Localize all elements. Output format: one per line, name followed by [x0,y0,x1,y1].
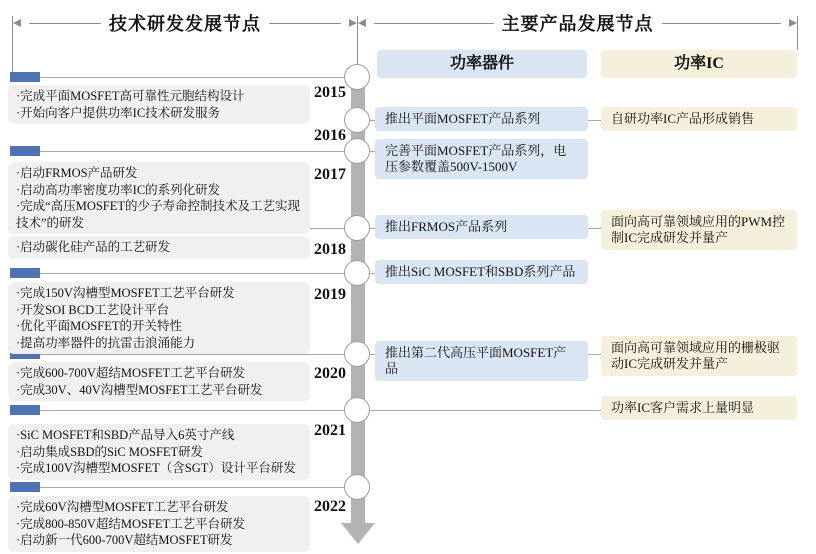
rnd-item: ·完成平面MOSFET高可靠性元胞结构设计 [16,89,245,103]
rnd-item: ·完成800-850V超结MOSFET工艺平台研发 [16,516,246,531]
rnd-item: ·启动碳化硅产品的工艺研发 [16,240,171,254]
rnd-item: ·启动集成SBD的SiC MOSFET研发 [16,444,204,459]
timeline-node [344,397,370,423]
device-milestone-box: 推出SiC MOSFET和SBD系列产品 [375,260,588,284]
rnd-section-header [13,11,357,35]
milestone-accent-bar [10,146,40,156]
milestone-accent-bar [10,72,40,82]
connector-line [587,354,602,355]
year-label-2015: 2015 [314,84,346,101]
timeline-node [344,138,370,164]
year-label-2020: 2020 [314,365,346,382]
ic-milestone-box: 自研功率IC产品形成销售 [601,107,797,131]
arrowhead-right-icon [789,19,797,27]
timeline-arrow-icon [341,523,375,544]
year-label-2022: 2022 [314,498,346,515]
timeline-node [344,341,370,367]
column-header-power-ic: 功率IC [601,50,797,78]
connector-line [12,354,352,355]
timeline-node [344,474,370,500]
right-boundary-tick [797,16,798,50]
connector-line [587,228,602,229]
rnd-item: ·完成100V沟槽型MOSFET（含SGT）设计平台研发 [16,461,296,475]
product-section-header [358,11,797,35]
year-label-2017: 2017 [314,166,346,183]
rnd-item: ·完成30V、40V沟槽型MOSFET工艺平台研发 [16,382,263,397]
rnd-milestone-box-2021 [8,424,310,480]
connector-line [12,273,352,274]
rnd-section-title: 技术研发发展节点 [109,14,261,34]
measure-line [662,23,782,24]
product-section-title: 主要产品发展节点 [501,14,654,34]
rnd-item: ·完成600-700V超结MOSFET工艺平台研发 [16,366,246,380]
connector-line [587,120,602,121]
rnd-item: ·提高功率器件的抗雷击浪涌能力 [16,335,196,350]
timeline-node [344,64,370,90]
measure-line [374,23,494,24]
rnd-milestone-box-2019 [8,282,310,354]
milestone-accent-bar [10,405,40,415]
ic-milestone-box: 面向高可靠领域应用的栅极驱动IC完成研发并量产 [601,336,797,376]
device-milestone-box: 推出FRMOS产品系列 [375,215,588,239]
arrowhead-left-icon [358,19,366,27]
rnd-item: ·完成60V沟槽型MOSFET工艺平台研发 [16,500,229,514]
milestone-accent-bar [10,482,40,492]
year-label-2016: 2016 [314,127,346,144]
rnd-item: ·完成“高压MOSFET的少子寿命控制技术及工艺实现技术”的研发 [16,199,301,230]
milestone-accent-bar [10,268,40,278]
rnd-milestone-box-2018 [8,236,310,259]
timeline-node [344,107,370,133]
arrowhead-right-icon [349,19,357,27]
device-milestone-box: 推出第二代高压平面MOSFET产品 [375,341,588,381]
column-header-power-devices: 功率器件 [377,50,587,78]
rnd-item: ·开发SOI BCD工艺设计平台 [16,302,170,317]
arrowhead-left-icon [13,19,21,27]
connector-line [12,77,352,78]
rnd-item: ·启动FRMOS产品研发 [16,166,138,180]
connector-line [12,487,352,488]
timeline-node [344,260,370,286]
year-label-2018: 2018 [314,241,346,258]
rnd-item: ·开始向客户提供功率IC技术研发服务 [16,105,221,120]
connector-line [12,151,352,152]
timeline-node [344,215,370,241]
ic-milestone-box: 面向高可靠领域应用的PWM控制IC完成研发并量产 [601,210,797,250]
rnd-item: ·完成150V沟槽型MOSFET工艺平台研发 [16,286,235,300]
rnd-milestone-box-2022 [8,496,310,552]
rnd-milestone-box-2020 [8,362,310,401]
rnd-item: ·启动高功率密度功率IC的系列化研发 [16,182,221,197]
year-label-2021: 2021 [314,422,346,439]
rnd-item: ·SiC MOSFET和SBD产品导入6英寸产线 [16,428,235,442]
device-milestone-box: 完善平面MOSFET产品系列，电压参数覆盖500V-1500V [375,139,588,179]
connector-line [368,410,601,411]
rnd-item: ·启动新一代600-700V超结MOSFET研发 [16,533,233,547]
rnd-item: ·优化平面MOSFET的开关特性 [16,319,182,333]
rnd-milestone-box-2017 [8,162,310,234]
measure-line [29,23,101,24]
year-label-2019: 2019 [314,286,346,303]
measure-line [269,23,341,24]
connector-line [12,410,352,411]
device-milestone-box: 推出平面MOSFET产品系列 [375,107,588,131]
ic-milestone-box: 功率IC客户需求上量明显 [601,396,797,420]
rnd-milestone-box-2015 [8,85,310,124]
